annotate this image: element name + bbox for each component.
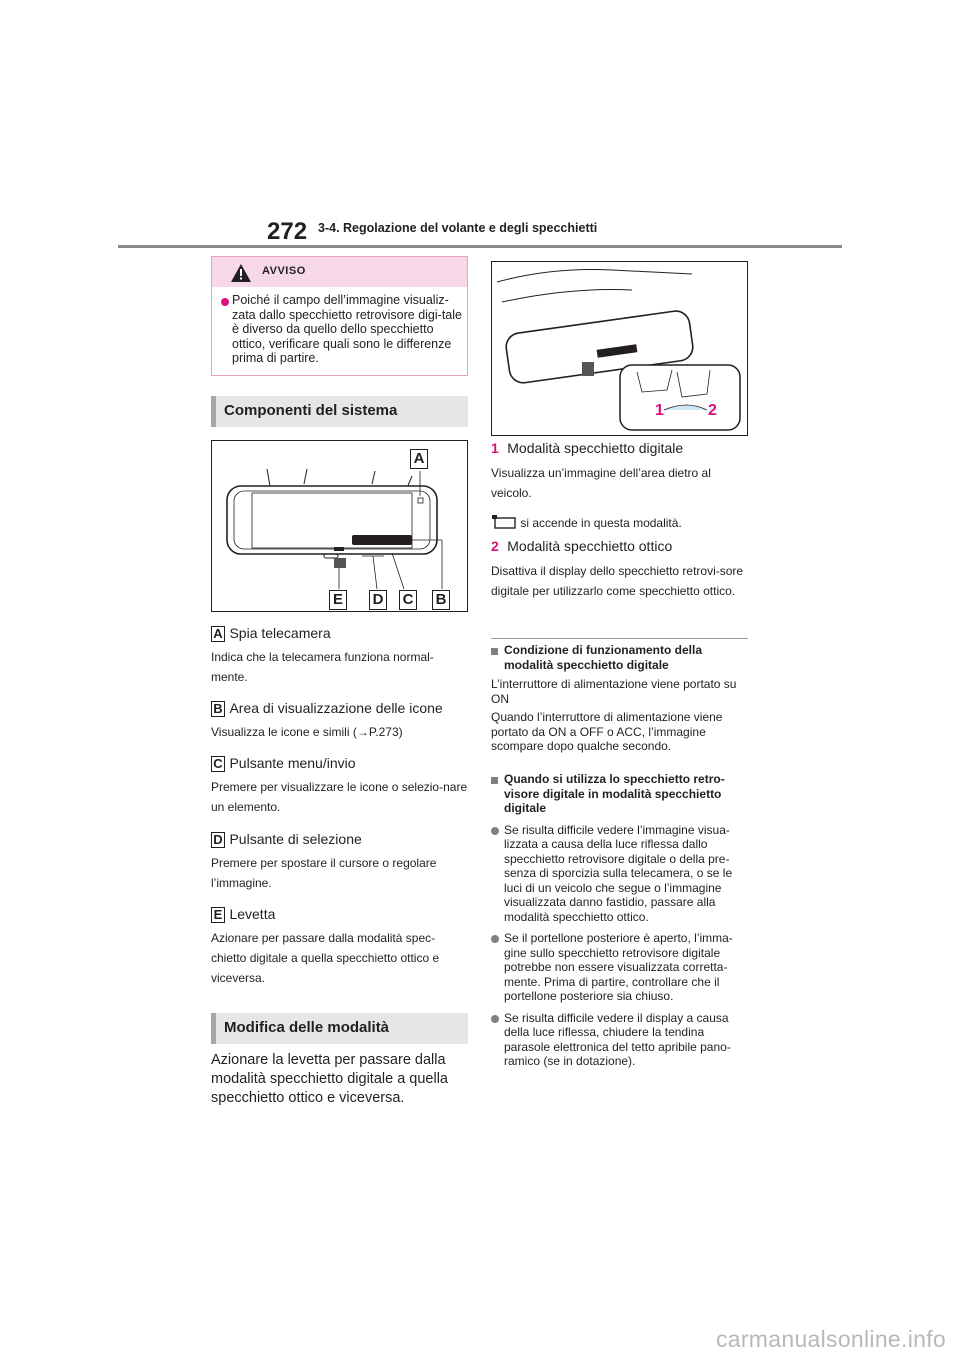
mode-desc: Disattiva il display dello specchietto retrovi-sore digitale per utilizzarlo come specchietto ottico. <box>491 564 744 598</box>
watermark-text: carmanualsonline.info <box>715 1326 946 1352</box>
info-title: Quando si utilizza lo specchietto retro-visore digitale in modalità specchietto digitale <box>504 772 725 815</box>
camera-indicator-icon <box>491 514 517 530</box>
item-key: C <box>211 756 225 772</box>
info-usage <box>491 772 748 1069</box>
figure-label-c: C <box>399 590 417 610</box>
round-bullet-icon <box>491 935 499 943</box>
info-operation-condition <box>491 643 748 754</box>
mirror-illustration <box>212 441 467 611</box>
mode-1 <box>491 440 748 533</box>
figure-label-a: A <box>410 449 428 469</box>
item-desc: Premere per visualizzare le icone o selezio-nare un elemento. <box>211 780 468 814</box>
figure-label-d: D <box>369 590 387 610</box>
component-item-b <box>211 700 468 742</box>
mode-title: Modalità specchietto digitale <box>507 440 684 456</box>
mode-icon-note: si accende in questa modalità. <box>491 513 748 533</box>
list-item: Se il portellone posteriore è aperto, l’imma-gine sullo specchietto retrovisore digitale potrebbe non essere visualizzata corretta-mente. Prima di partire, controllare che il portellone posteriore sia chiuso. <box>491 931 748 1004</box>
item-key: B <box>211 701 225 717</box>
warning-triangle-icon <box>230 263 252 283</box>
component-item-d <box>211 831 468 893</box>
info-paragraph: L’interruttore di alimentazione viene portato su ON <box>491 677 737 706</box>
modes-heading: Modifica delle modalità <box>211 1013 468 1044</box>
figure-label-e: E <box>329 590 347 610</box>
components-heading: Componenti del sistema <box>211 396 468 427</box>
info-divider <box>491 638 748 639</box>
item-desc: Azionare per passare dalla modalità spec-chietto digitale a quella specchietto ottico e viceversa. <box>211 931 440 985</box>
item-desc: Visualizza le icone e simili (→P.273) <box>211 725 403 739</box>
item-title: Area di visualizzazione delle icone <box>229 700 443 716</box>
square-bullet-icon <box>491 777 498 784</box>
item-key: D <box>211 832 225 848</box>
section-title: 3-4. Regolazione del volante e degli specchietti <box>318 221 598 235</box>
item-title: Pulsante di selezione <box>229 831 362 847</box>
figure-label-b: B <box>432 590 450 610</box>
footer-area <box>0 1320 960 1358</box>
warning-header <box>212 257 467 287</box>
mode-number: 2 <box>491 538 499 554</box>
item-desc: Premere per spostare il cursore o regolare l’immagine. <box>211 856 437 890</box>
mode-2 <box>491 538 748 601</box>
item-title: Pulsante menu/invio <box>229 755 356 771</box>
round-bullet-icon <box>491 1015 499 1023</box>
figure-label-2: 2 <box>708 402 717 419</box>
warning-box <box>211 256 468 376</box>
item-key: A <box>211 626 225 642</box>
round-bullet-icon <box>491 827 499 835</box>
warning-text: Poiché il campo dell’immagine visualiz-zata dallo specchietto retrovisore digi-tale è diverso da quello dello specchietto ottico, verificare quali sono le differenze prima di partire. <box>232 293 462 366</box>
header-divider <box>118 245 842 248</box>
figure-label-1: 1 <box>655 402 664 419</box>
item-key: E <box>211 907 225 923</box>
mode-title: Modalità specchietto ottico <box>507 538 673 554</box>
info-paragraph: Quando l’interruttore di alimentazione viene portato da ON a OFF o ACC, l’immagine scompare dopo qualche secondo. <box>491 710 723 753</box>
mode-number: 1 <box>491 440 499 456</box>
component-item-a <box>211 625 468 687</box>
mirror-components-figure <box>211 440 468 612</box>
info-title: Condizione di funzionamento della modalità specchietto digitale <box>504 643 702 672</box>
warning-bullet-icon <box>221 298 229 306</box>
component-item-c <box>211 755 468 817</box>
lever-figure <box>491 261 748 436</box>
item-title: Spia telecamera <box>229 625 331 641</box>
item-title: Levetta <box>229 906 276 922</box>
warning-title: AVVISO <box>262 265 306 277</box>
item-desc: Indica che la telecamera funziona normal-mente. <box>211 650 434 684</box>
list-item: Se risulta difficile vedere l’immagine visua-lizzata a causa della luce riflessa dallo specchietto retrovisore digitale o della pre-senza di sporcizia sulla telecamera, o se le luci di un veicolo che segue o l’immagine visualizzata danno fastidio, passare alla modalità specchietto ottico. <box>491 823 748 925</box>
mode-desc: Visualizza un’immagine dell’area dietro al veicolo. <box>491 466 711 500</box>
page-number: 272 <box>267 218 308 245</box>
square-bullet-icon <box>491 648 498 655</box>
component-item-e <box>211 906 468 988</box>
list-item: Se risulta difficile vedere il display a causa della luce riflessa, chiudere la tendina parasole elettronica del tetto apribile pano-ramico (se in dotazione). <box>491 1011 748 1069</box>
modes-intro: Azionare la levetta per passare dalla modalità specchietto digitale a quella specchietto ottico e viceversa. <box>211 1052 448 1106</box>
